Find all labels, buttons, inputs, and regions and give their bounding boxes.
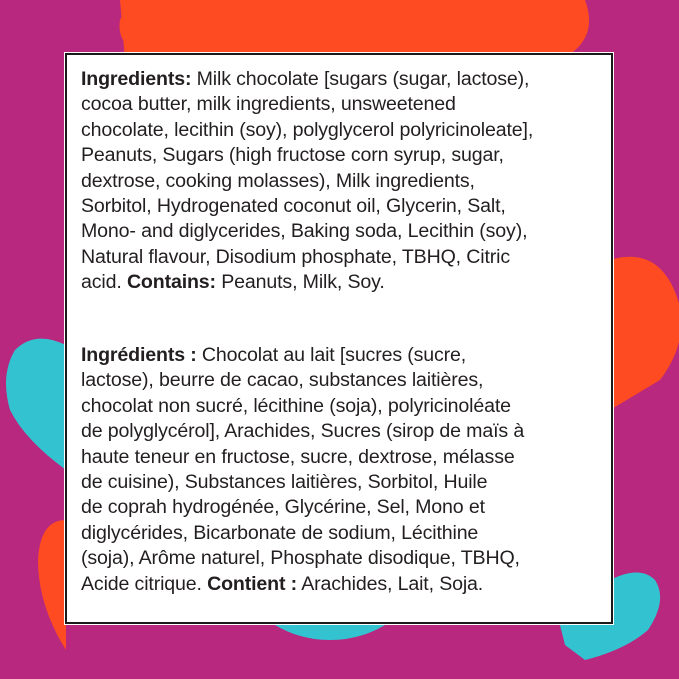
ingredients-line-2: cocoa butter, milk ingredients, unsweetened xyxy=(81,93,456,116)
contient-text: Arachides, Lait, Soja. xyxy=(297,572,484,595)
ingredients-line-3: chocolate, lecithin (soy), polyglycerol polyricinoleate], xyxy=(81,118,534,141)
ingredients-line-5: dextrose, cooking molasses), Milk ingredients, xyxy=(81,169,475,192)
ingredients-line-1 xyxy=(81,67,609,92)
contains-heading: Contains: xyxy=(126,271,216,294)
ingredients-fr-line-5: haute teneur en fructose, sucre, dextrose, mélasse xyxy=(81,445,515,468)
ingredients-line-4: Peanuts, Sugars (high fructose corn syrup, sugar, xyxy=(81,144,504,167)
heart-left-orange-icon xyxy=(38,520,66,650)
heart-bottom-center-teal-icon xyxy=(275,625,385,640)
ingredients-fr-line-9: (soja), Arôme naturel, Phosphate disodique, TBHQ, xyxy=(81,547,520,570)
ingredients-heading: Ingredients: xyxy=(81,68,192,90)
ingredients-line-8: Natural flavour, Disodium phosphate, TBHQ, Citric xyxy=(81,245,510,268)
heart-left-teal-icon xyxy=(6,339,66,470)
ingredients-line-6: Sorbitol, Hydrogenated coconut oil, Glycerin, Salt, xyxy=(81,195,506,218)
ingredients-fr-line-6: de cuisine), Substances laitières, Sorbitol, Huile xyxy=(81,471,488,494)
heart-top-left-lobe-icon xyxy=(120,0,350,60)
ingredients-fr-line-10 xyxy=(81,572,609,597)
heart-right-orange-icon xyxy=(610,257,679,410)
ingredients-last-text: acid. xyxy=(81,271,127,294)
ingredients-fr-text: Chocolat au lait [sucres (sucre, xyxy=(196,344,467,366)
ingredients-fr-last-text: Acide citrique. xyxy=(81,572,208,595)
ingredients-text: Milk chocolate [sugars (sugar, lactose), xyxy=(191,68,530,90)
ingredients-fr-line-4: de polyglycérol], Arachides, Sucres (sirop de maïs à xyxy=(81,420,525,443)
ingredients-fr-line-1 xyxy=(81,343,609,368)
ingredients-line-9 xyxy=(81,270,609,295)
ingredients-english xyxy=(81,67,609,296)
ingredients-fr-heading: Ingrédients : xyxy=(81,344,197,366)
ingredients-fr-line-8: diglycérides, Bicarbonate de sodium, Lécithine xyxy=(81,521,479,544)
ingredients-line-7: Mono- and diglycerides, Baking soda, Lecithin (soy), xyxy=(81,220,528,243)
contains-text: Peanuts, Milk, Soy. xyxy=(215,271,385,294)
ingredients-fr-line-7: de coprah hydrogénée, Glycérine, Sel, Mono et xyxy=(81,496,485,519)
ingredients-french xyxy=(81,343,609,597)
ingredients-fr-line-3: chocolat non sucré, lécithine (soja), polyricinoléate xyxy=(81,394,511,417)
ingredients-fr-line-2: lactose), beurre de cacao, substances laitières, xyxy=(81,369,484,392)
ingredients-panel xyxy=(65,53,613,624)
contient-heading: Contient : xyxy=(207,572,298,595)
